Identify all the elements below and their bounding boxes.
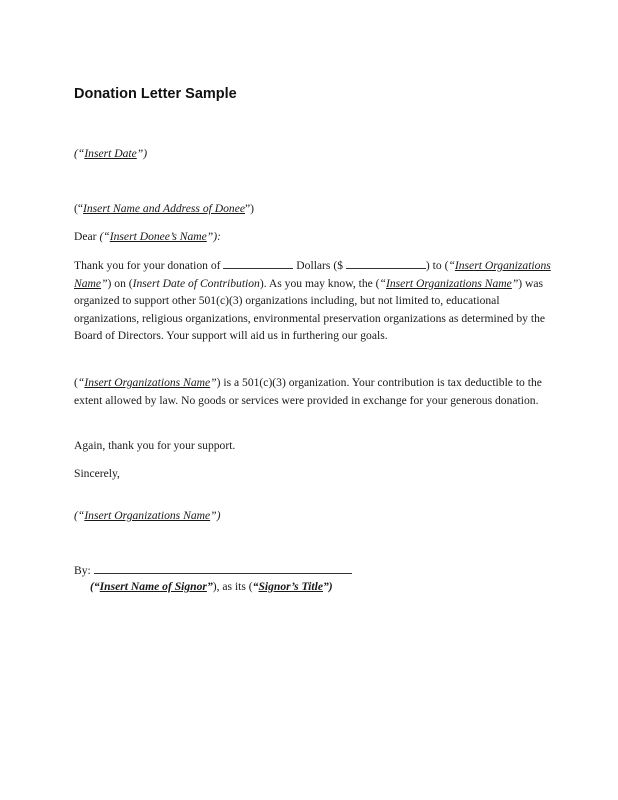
p1-text-5: ). As you may know, the ( — [259, 276, 380, 290]
contribution-date-field: Insert Date of Contribution — [132, 276, 260, 290]
signor-title-field: Signor’s Title — [258, 580, 323, 593]
by-label: By: — [74, 564, 91, 577]
donee-address-placeholder: (“Insert Name and Address of Donee”) — [74, 202, 255, 215]
insert-date-field: Insert Date — [84, 147, 137, 160]
signature-blank — [94, 563, 352, 574]
amount-words-blank — [223, 258, 293, 269]
salutation-suffix: ): — [213, 230, 221, 243]
p2-text: ) is a 501(c)(3) organization. Your contribution is tax deductible to the extent allowed by law. No goods or services were provided in exchange for your generous donation. — [74, 376, 542, 407]
paragraph-1: Thank you for your donation of Dollars ($ ) to (“Insert Organizations Name”) on (Insert Date of Contribution). As you may know, the (“Insert Organizations Name”) was organized to support other 501(c)(3) organizations including, but not limited to, educational organizations, religious organizations, environmental preservation organizations as determined by the Board of Directors. Your support will aid us in furthering our goals. — [74, 259, 551, 342]
date-placeholder: (“Insert Date”) — [74, 147, 148, 160]
signor-line: (“Insert Name of Signor”), as its (“Signor’s Title”) — [90, 580, 333, 593]
org-name-field-1: Insert Organizations Name — [74, 259, 551, 290]
signature-org-field: Insert Organizations Name — [84, 509, 211, 522]
p1-text-4: ) on ( — [107, 276, 133, 290]
paragraph-2: (“Insert Organizations Name”) is a 501(c)(3) organization. Your contribution is tax deductible to the extent allowed by law. No goods or services were provided in exchange for your generous donation. — [74, 376, 542, 407]
signature-line — [74, 563, 554, 578]
salutation-prefix: Dear — [74, 230, 100, 243]
amount-dollars-blank — [346, 258, 426, 269]
signature-org: (“Insert Organizations Name”) — [74, 509, 221, 522]
paragraph-3: Again, thank you for your support. — [74, 439, 236, 452]
p1-text-1: Thank you for your donation of — [74, 259, 224, 272]
p1-text-6: ) was organized to support other 501(c)(3) organizations including, but not limited to, educational organizations, religious organizations, environmental preservation organizations as determined by the Board of Directors. Your support will aid us in furthering our goals. — [74, 276, 546, 342]
donee-address-field: Insert Name and Address of Donee — [83, 202, 245, 215]
salutation: Dear (“Insert Donee’s Name”): — [74, 230, 221, 243]
closing: Sincerely, — [74, 467, 120, 480]
org-name-field-2: Insert Organizations Name — [386, 276, 512, 290]
p1-text-3: ) to ( — [425, 259, 449, 272]
signor-name-field: Insert Name of Signor — [99, 580, 207, 593]
page-title: Donation Letter Sample — [74, 86, 237, 102]
signor-middle: ), as its ( — [212, 580, 253, 593]
donee-name-field: Insert Donee’s Name — [109, 230, 207, 243]
org-name-field-3: Insert Organizations Name — [84, 376, 211, 389]
p1-text-2: Dollars ($ — [293, 259, 346, 272]
